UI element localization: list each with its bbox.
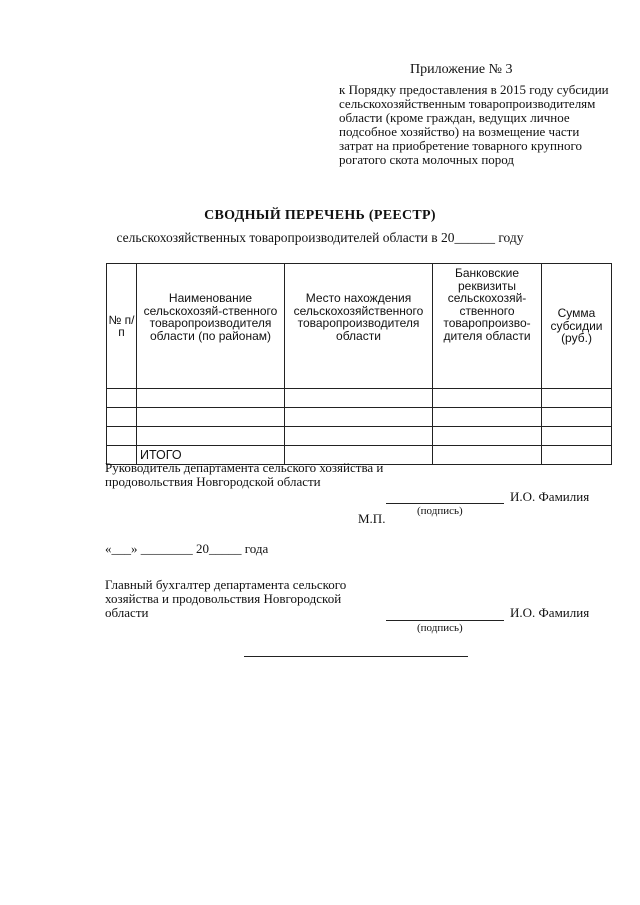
closing-rule bbox=[244, 656, 468, 657]
document-title: СВОДНЫЙ ПЕРЕЧЕНЬ (РЕЕСТР) bbox=[204, 208, 436, 223]
table-header-row bbox=[107, 264, 612, 389]
date-line: «___» ________ 20_____ года bbox=[105, 541, 269, 556]
stamp-label: М.П. bbox=[358, 511, 386, 526]
head-name: И.О. Фамилия bbox=[510, 489, 590, 504]
header-location: Место нахождения сельскохозяйственного товаропроизводителя области bbox=[285, 264, 433, 389]
table-row bbox=[107, 408, 612, 427]
appendix-text: к Порядку предоставления в 2015 году субсидии сельскохозяйственным товаропроизводителям области (кроме граждан, ведущих личное подсобное хозяйство) на возмещение части затрат на приобретение товарного крупного рогатого скота молочных пород bbox=[339, 82, 609, 167]
table-row bbox=[107, 427, 612, 446]
document-subtitle: сельскохозяйственных товаропроизводителей области в 20______ году bbox=[116, 230, 524, 245]
appendix-title: Приложение № 3 bbox=[410, 62, 513, 77]
table-row bbox=[107, 389, 612, 408]
accountant-name: И.О. Фамилия bbox=[510, 605, 590, 620]
accountant-position: Главный бухгалтер департамента сельского хозяйства и продовольствия Новгородской области bbox=[105, 577, 347, 620]
head-position: Руководитель департамента сельского хозяйства и продовольствия Новгородской области bbox=[105, 460, 384, 489]
header-bank-details: Банковские реквизиты сельскохозяй-ственного товаропроизво-дителя области bbox=[433, 264, 542, 389]
registry-table bbox=[106, 263, 612, 465]
accountant-signature-line bbox=[386, 620, 504, 621]
header-subsidy-amount: Сумма субсидии (руб.) bbox=[542, 264, 612, 389]
header-number: № п/п bbox=[107, 264, 137, 389]
head-signature-caption: (подпись) bbox=[417, 505, 463, 517]
header-producer-name: Наименование сельскохозяй-ственного товаропроизводителя области (по районам) bbox=[137, 264, 285, 389]
head-signature-line bbox=[386, 503, 504, 504]
accountant-signature-caption: (подпись) bbox=[417, 622, 463, 634]
total-label: ИТОГО bbox=[137, 446, 285, 465]
